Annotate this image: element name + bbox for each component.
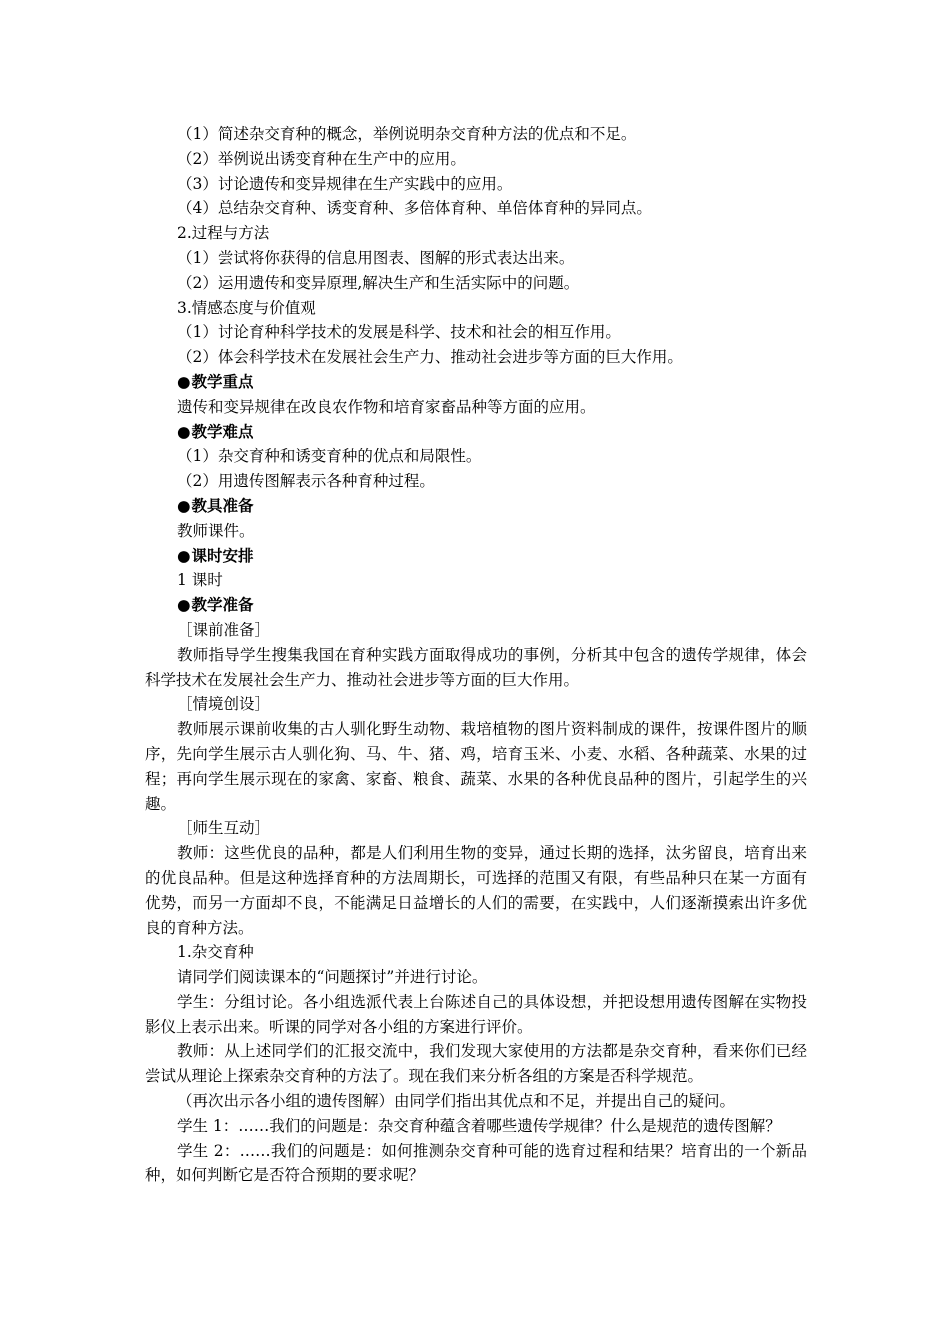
process-title: 2.过程与方法 (177, 224, 270, 243)
knowledge-item-2: （2）举例说出诱变育种在生产中的应用。 (177, 149, 466, 168)
hybrid-title: 1.杂交育种 (177, 943, 254, 962)
key-points-text: 遗传和变异规律在改良农作物和培育家畜品种等方面的应用。 (177, 397, 596, 416)
preparation-title: 教学准备 (191, 596, 254, 615)
schedule-text: 1 课时 (177, 571, 223, 590)
student-1: 学生 1：……我们的问题是：杂交育种蕴含着哪些遗传学规律？什么是规范的遗传图解？ (177, 1116, 781, 1135)
difficulty-item-2: （2）用遗传图解表示各种育种过程。 (177, 472, 435, 491)
key-points-heading (145, 370, 807, 395)
teacher-summary: 教师：从上述同学们的汇报交流中，我们发现大家使用的方法都是杂交育种，看来你们已经尝试从理论上探索杂交育种的方法了。现在我们来分析各组的方案是否科学规范。 (145, 1042, 807, 1086)
materials-title: 教具准备 (191, 496, 254, 515)
teacher-intro: 教师：这些优良的品种，都是人们利用生物的变异，通过长期的选择，汰劣留良，培育出来的优良品种。但是这种选择育种的方法周期长，可选择的范围又有限，有些品种只在某一方面有优势，而另一方面却不良，不能满足日益增长的人们的需要，在实践中，人们逐渐摸索出许多优良的育种方法。 (145, 844, 807, 937)
bullet-icon: ● (177, 596, 191, 615)
pre-class-text: 教师指导学生搜集我国在育种实践方面取得成功的事例，分析其中包含的遗传学规律，体会科学技术在发展社会生产力、推动社会进步等方面的巨大作用。 (145, 645, 807, 689)
document-body (145, 122, 807, 1188)
attitude-item-2: （2）体会科学技术在发展社会生产力、推动社会进步等方面的巨大作用。 (177, 348, 683, 367)
schedule-title: 课时安排 (191, 546, 254, 565)
pre-class-label: ［课前准备］ (177, 620, 271, 639)
knowledge-item-1: （1）简述杂交育种的概念，举例说明杂交育种方法的优点和不足。 (177, 125, 637, 143)
bullet-icon: ● (177, 422, 191, 441)
show-again: （再次出示各小组的遗传图解）由同学们指出其优点和不足，并提出自己的疑问。 (177, 1092, 736, 1111)
knowledge-item-4: （4）总结杂交育种、诱变育种、多倍体育种、单倍体育种的异同点。 (177, 199, 652, 218)
attitude-item-1: （1）讨论育种科学技术的发展是科学、技术和社会的相互作用。 (177, 323, 621, 342)
interaction-label: ［师生互动］ (177, 819, 271, 838)
bullet-icon: ● (177, 372, 191, 391)
materials-heading (145, 494, 807, 519)
bullet-icon: ● (177, 496, 191, 515)
bullet-icon: ● (177, 546, 191, 565)
preparation-heading (145, 593, 807, 618)
scenario-text: 教师展示课前收集的古人驯化野生动物、栽培植物的图片资料制成的课件，按课件图片的顺序，先向学生展示古人驯化狗、马、牛、猪、鸡，培育玉米、小麦、水稻、各种蔬菜、水果的过程；再向学生展示现在的家禽、家畜、粮食、蔬菜、水果的各种优良品种的图片，引起学生的兴趣。 (145, 720, 807, 813)
schedule-heading (145, 544, 807, 569)
difficulty-item-1: （1）杂交育种和诱变育种的优点和局限性。 (177, 447, 482, 466)
attitude-title: 3.情感态度与价值观 (177, 298, 316, 317)
difficulties-title: 教学难点 (191, 422, 254, 441)
knowledge-item-3: （3）讨论遗传和变异规律在生产实践中的应用。 (177, 174, 513, 193)
materials-text: 教师课件。 (177, 521, 255, 540)
key-points-title: 教学重点 (191, 372, 254, 391)
process-item-1: （1）尝试将你获得的信息用图表、图解的形式表达出来。 (177, 248, 575, 267)
difficulties-heading (145, 420, 807, 445)
student-group: 学生：分组讨论。各小组选派代表上台陈述自己的具体设想，并把设想用遗传图解在实物投影仪上表示出来。听课的同学对各小组的方案进行评价。 (145, 992, 807, 1036)
read-prompt: 请同学们阅读课本的“问题探讨”并进行讨论。 (177, 968, 488, 987)
student-2: 学生 2：……我们的问题是：如何推测杂交育种可能的选育过程和结果？培育出的一个新品种，如何判断它是否符合预期的要求呢？ (145, 1141, 807, 1185)
process-item-2: （2）运用遗传和变异原理,解决生产和生活实际中的问题。 (177, 273, 580, 292)
scenario-label: ［情境创设］ (177, 695, 271, 714)
